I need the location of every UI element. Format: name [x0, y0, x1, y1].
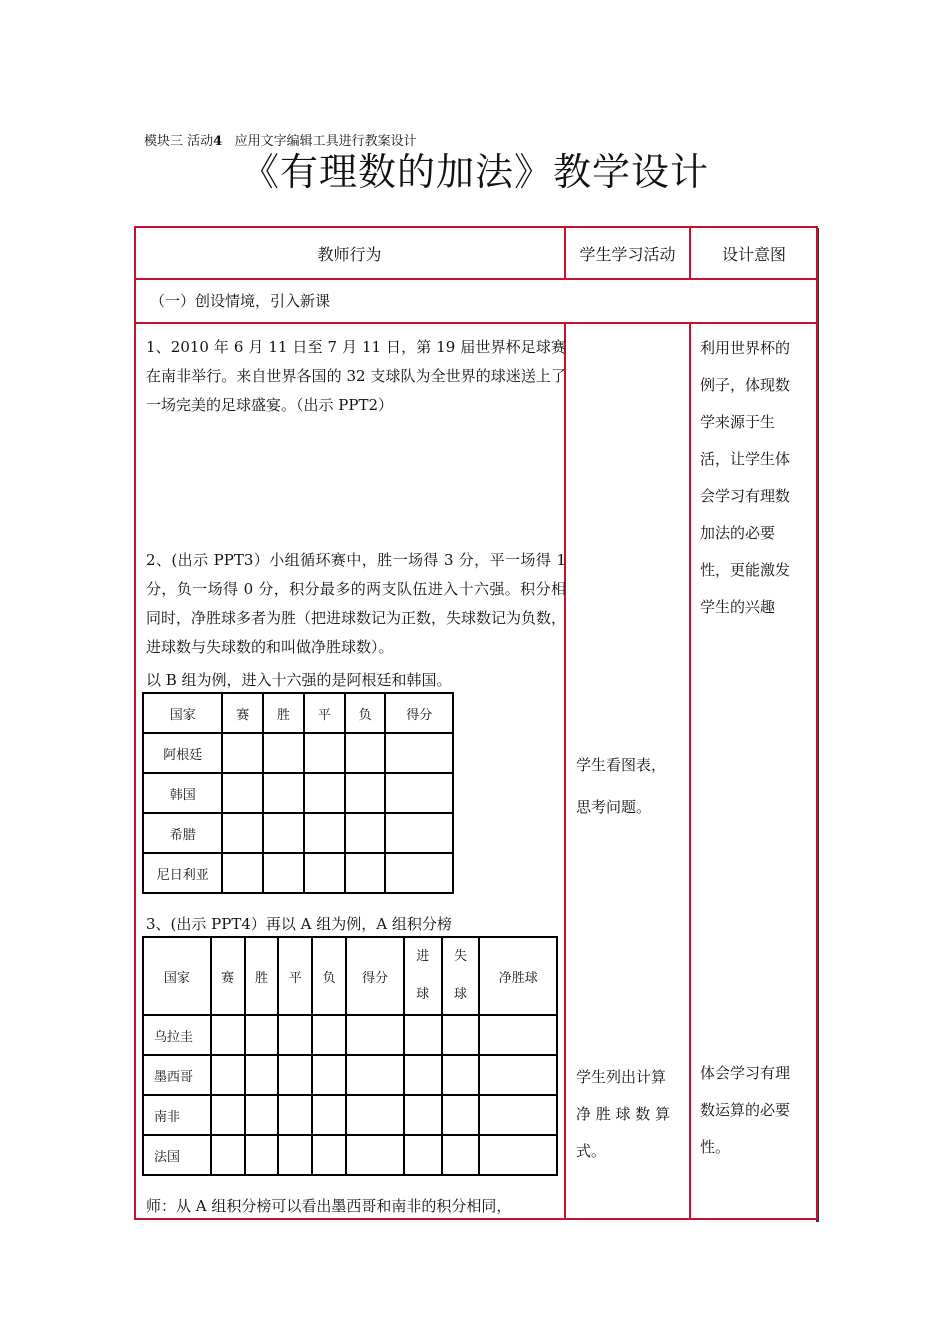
column-header-intent: 设计意图: [721, 244, 786, 264]
teacher-paragraph-3: 以 B 组为例，进入十六强的是阿根廷和韩国。: [146, 671, 452, 689]
intent-line: 例子，体现数: [700, 376, 791, 394]
header-cell-goals-against: [442, 937, 480, 1015]
header-cell: 胜: [245, 937, 279, 1015]
table-header-row: [143, 937, 557, 1015]
student-line: 净 胜 球 数 算: [576, 1105, 671, 1123]
header-cell: 负: [345, 693, 386, 733]
page-title: 《有理数的加法》教学设计: [240, 150, 709, 194]
header-cell: 得分: [385, 693, 453, 733]
column-divider: [564, 322, 566, 1220]
country-cell: 法国: [143, 1135, 211, 1175]
country-cell: 阿根廷: [143, 733, 222, 773]
column-divider: [689, 322, 691, 1220]
intent-line: 学来源于生: [700, 413, 776, 431]
intent-2: [700, 1055, 790, 1166]
country-cell: 希腊: [143, 813, 222, 853]
header-cell: 国家: [143, 937, 211, 1015]
country-cell: 南非: [143, 1095, 211, 1135]
student-line: 学生列出计算: [576, 1068, 667, 1086]
table-header-row: [143, 693, 453, 733]
intent-line: 利用世界杯的: [700, 339, 791, 357]
header-cell: 负: [312, 937, 346, 1015]
header-cell: 胜: [263, 693, 304, 733]
intent-1: [700, 330, 790, 626]
section-heading: （一）创设情境，引入新课: [150, 292, 331, 310]
country-cell: 尼日利亚: [143, 853, 222, 893]
table-row: [143, 733, 453, 773]
table-row: [143, 853, 453, 893]
module-number: 4: [213, 134, 223, 149]
teacher-paragraph-1: 1、2010 年 6 月 11 日至 7 月 11 日，第 19 届世界杯足球赛在南非举行。来自世界各国的 32 支球队为全世界的球迷送上了一场完美的足球盛宴。（出示 PPT2）: [146, 338, 566, 414]
header-cell: 赛: [211, 937, 245, 1015]
module-subtitle: 应用文字编辑工具进行教案设计: [234, 134, 417, 149]
intent-line: 学生的兴趣: [700, 598, 776, 616]
header-cell: 赛: [222, 693, 263, 733]
table-row: [143, 1135, 557, 1175]
header-cell: 平: [304, 693, 345, 733]
header-cell: 得分: [346, 937, 404, 1015]
table-row: [143, 813, 453, 853]
table-row: [143, 1055, 557, 1095]
group-a-table: [142, 936, 558, 1176]
student-line: 思考问题。: [576, 798, 652, 816]
header-cell: 国家: [143, 693, 222, 733]
intent-line: 体会学习有理: [700, 1064, 791, 1082]
table-row: [143, 1015, 557, 1055]
header-cell: 净胜球: [479, 937, 557, 1015]
table-row: [143, 773, 453, 813]
header-char: 球: [416, 987, 430, 1002]
module-label: 模块三 活动: [144, 134, 214, 149]
student-line: 式。: [576, 1142, 607, 1160]
column-header-teacher: 教师行为: [317, 244, 382, 264]
teacher-paragraph-5: 师：从 A 组积分榜可以看出墨西哥和南非的积分相同，: [146, 1197, 512, 1215]
country-cell: 墨西哥: [143, 1055, 211, 1095]
student-line: 学生看图表，: [576, 756, 667, 774]
intent-line: 性。: [700, 1138, 731, 1156]
header-char: 失: [454, 949, 468, 964]
student-activity-2: [576, 1059, 670, 1170]
intent-line: 性，更能激发: [700, 561, 791, 579]
intent-line: 会学习有理数: [700, 487, 791, 505]
teacher-paragraph-2: 2、(出示 PPT3）小组循环赛中，胜一场得 3 分，平一场得 1 分，负一场得 0 分，积分最多的两支队伍进入十六强。积分相同时，净胜球多者为胜（把进球数记为正数，失球数记为负数，进球数与失球数的和叫做净胜球数）。: [146, 551, 567, 656]
intent-line: 数运算的必要: [700, 1101, 791, 1119]
country-cell: 韩国: [143, 773, 222, 813]
country-cell: 乌拉圭: [143, 1015, 211, 1055]
header-cell: 平: [278, 937, 312, 1015]
table-row: [143, 1095, 557, 1135]
header-char: 球: [454, 987, 468, 1002]
column-header-student: 学生学习活动: [579, 244, 676, 264]
header-char: 进: [416, 949, 430, 964]
student-activity-1: [576, 744, 666, 828]
teacher-paragraph-4: 3、(出示 PPT4）再以 A 组为例，A 组积分榜: [146, 915, 452, 933]
lesson-table: [134, 226, 818, 1220]
row-divider: [134, 322, 818, 324]
group-b-table: [142, 692, 454, 894]
header-cell-goals-for: [404, 937, 442, 1015]
intent-line: 活，让学生体: [700, 450, 791, 468]
intent-line: 加法的必要: [700, 524, 776, 542]
